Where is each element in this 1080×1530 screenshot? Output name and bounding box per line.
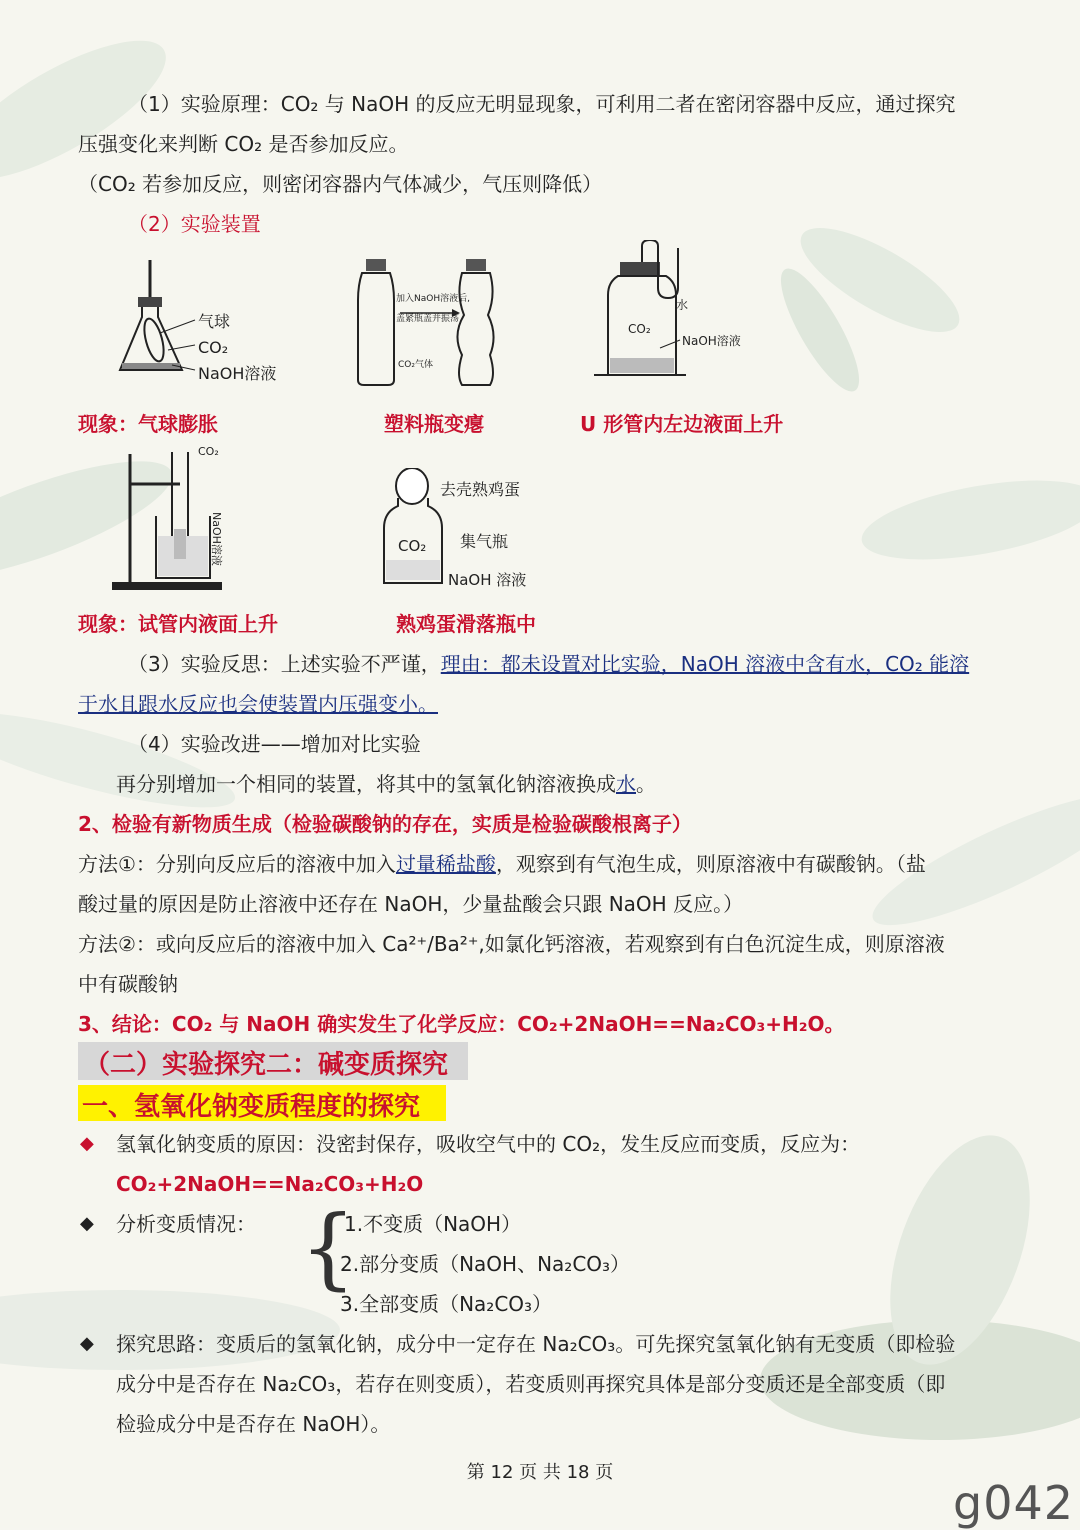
caption-utube: U 形管内左边液面上升 — [580, 412, 784, 436]
caption-bottle: 塑料瓶变瘪 — [384, 412, 484, 436]
principle-line-1: （1）实验原理：CO₂ 与 NaOH 的反应无明显现象，可利用二者在密闭容器中反应，通过探究 — [128, 92, 956, 116]
apparatus-heading — [128, 210, 261, 238]
approach-line-3: 检验成分中是否存在 NaOH）。 — [116, 1412, 391, 1436]
flask-naoh-label: NaOH溶液 — [198, 364, 277, 383]
caption-egg: 熟鸡蛋滑落瓶中 — [396, 612, 536, 636]
egg-bottle-label: 集气瓶 — [460, 532, 509, 551]
heading-test-new-substance: 2、检验有新物质生成（检验碳酸钠的存在，实质是检验碳酸根离子） — [78, 812, 692, 836]
cause-line: 氢氧化钠变质的原因：没密封保存，吸收空气中的 CO₂，发生反应而变质，反应为： — [116, 1132, 861, 1156]
testtube-co2-label: CO₂ — [198, 445, 219, 458]
improvement-water: 水 — [616, 772, 636, 796]
left-brace-icon: { — [300, 1196, 356, 1299]
approach-line-1: 探究思路：变质后的氢氧化钠，成分中一定存在 Na₂CO₃。可先探究氢氧化钠有无变质（即检验 — [116, 1332, 956, 1356]
approach-line-2: 成分中是否存在 Na₂CO₃，若存在则变质），若变质则再探究具体是部分变质还是全部变质（即 — [116, 1372, 946, 1396]
reflection-reason-2: 于水且跟水反应也会使装置内压强变小。 — [78, 692, 438, 716]
reflection-prefix: （3）实验反思：上述实验不严谨， — [128, 652, 441, 676]
red-diamond-bullet-icon: ◆ — [80, 1133, 94, 1154]
method-1-line-2: 酸过量的原因是防止溶液中还存在 NaOH，少量盐酸会只跟 NaOH 反应。） — [78, 892, 744, 916]
principle-note: （CO₂ 若参加反应，则密闭容器内气体减少，气压则降低） — [78, 172, 603, 196]
bottle-arrow-text-2: 盖紧瓶盖并振荡 — [396, 314, 460, 324]
section-title-alkali-deterioration: （二）实验探究二：碱变质探究 — [84, 1050, 449, 1080]
method-1-suffix: ，观察到有气泡生成，则原溶液中有碳酸钠。（盐 — [495, 852, 926, 876]
utube-co2-label: CO₂ — [628, 322, 651, 336]
method-1-line-1 — [78, 850, 926, 878]
improvement-prefix: 再分别增加一个相同的装置，将其中的氢氧化钠溶液换成 — [116, 772, 616, 796]
analysis-option-3: 3.全部变质（Na₂CO₃） — [340, 1292, 553, 1316]
analysis-label: 分析变质情况： — [116, 1212, 256, 1236]
reflection-reason-1: 理由：都未设置对比实验，NaOH 溶液中含有水，CO₂ 能溶 — [440, 652, 970, 676]
utube-figure — [590, 240, 740, 380]
cause-equation: CO₂+2NaOH==Na₂CO₃+H₂O — [116, 1172, 424, 1196]
watermark: g042 — [953, 1476, 1074, 1530]
utube-naoh-label: NaOH溶液 — [682, 334, 741, 348]
method-1-acid: 过量稀盐酸 — [395, 852, 496, 876]
testtube-figure — [110, 444, 250, 594]
bottle-co2-label: CO₂气体 — [398, 360, 433, 370]
bottle-arrow-text-1: 加入NaOH溶液后, — [396, 294, 470, 304]
method-2-line-2: 中有碳酸钠 — [78, 972, 178, 996]
utube-water-label: 水 — [676, 298, 689, 312]
caption-testtube: 现象：试管内液面上升 — [78, 612, 278, 636]
testtube-naoh-label: NaOH溶液 — [210, 512, 223, 566]
egg-naoh-label: NaOH 溶液 — [448, 571, 527, 589]
page-number: 第 12 页 共 18 页 — [466, 1462, 614, 1483]
analysis-option-2: 2.部分变质（NaOH、Na₂CO₃） — [340, 1252, 631, 1276]
principle-line-2: 压强变化来判断 CO₂ 是否参加反应。 — [78, 132, 409, 156]
apparatus-heading-text: （2）实验装置 — [128, 212, 261, 236]
black-diamond-bullet-icon-2: ◆ — [80, 1333, 94, 1354]
black-diamond-bullet-icon: ◆ — [80, 1213, 94, 1234]
method-2-line-1: 方法②：或向反应后的溶液中加入 Ca²⁺/Ba²⁺,如氯化钙溶液，若观察到有白色沉淀生成，则原溶液 — [78, 932, 945, 956]
reflection-line-1 — [128, 650, 969, 678]
egg-co2-label: CO₂ — [398, 537, 427, 555]
improvement-suffix: 。 — [636, 772, 656, 796]
caption-balloon: 现象：气球膨胀 — [78, 412, 218, 436]
egg-label: 去壳熟鸡蛋 — [440, 480, 521, 499]
section-title-naoh-degree: 一、氢氧化钠变质程度的探究 — [82, 1092, 421, 1122]
analysis-option-1: 1.不变质（NaOH） — [344, 1212, 522, 1236]
flask-balloon-label: 气球 — [198, 312, 231, 331]
improvement-text — [116, 770, 656, 798]
flask-co2-label: CO₂ — [198, 338, 229, 357]
conclusion-line: 3、结论：CO₂ 与 NaOH 确实发生了化学反应：CO₂+2NaOH==Na₂CO₃+H₂O。 — [78, 1012, 845, 1036]
method-1-prefix: 方法①：分别向反应后的溶液中加入 — [78, 852, 396, 876]
improvement-heading: （4）实验改进——增加对比实验 — [128, 732, 421, 756]
